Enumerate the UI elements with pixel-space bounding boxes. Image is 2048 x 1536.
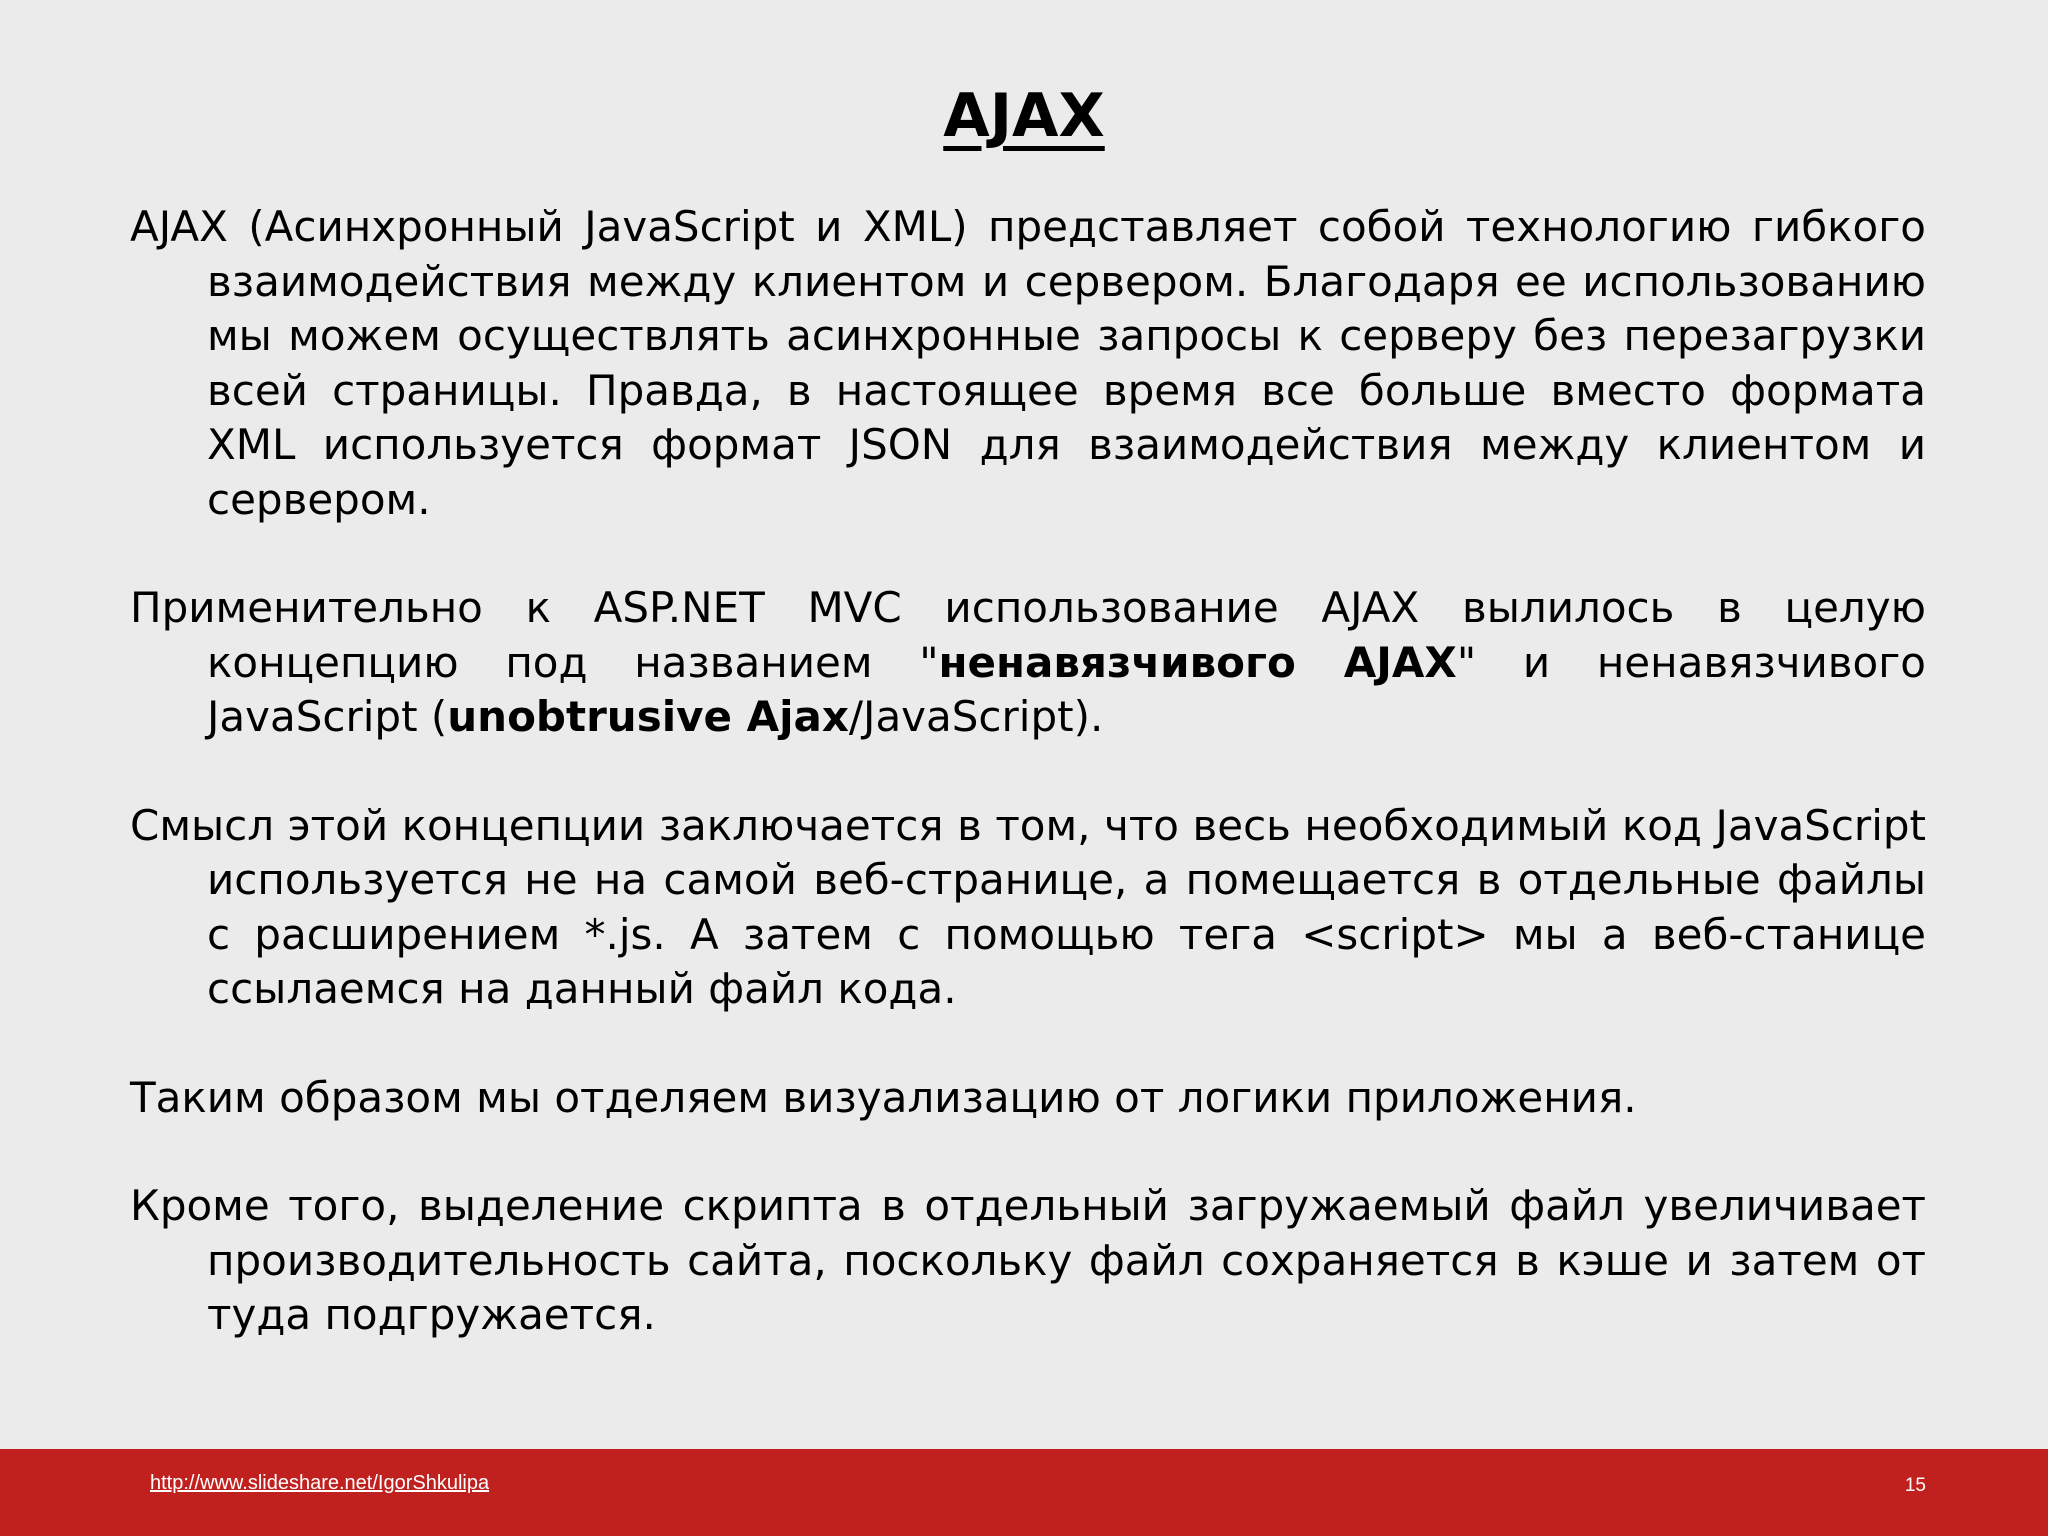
paragraph-text: AJAX (Асинхронный JavaScript и XML) представляет собой технологию гибкого взаимодействия между клиентом и сервером. Благодаря ее использованию мы можем осуществлять асинхронные запросы к серверу без перезагрузки всей страницы. Правда, в настоящее время все больше вместо формата XML используется формат JSON для взаимодействия между клиентом и сервером. [130, 202, 1926, 524]
paragraph-text: Применительно к ASP.NET MVC использование AJAX вылилось в целую концепцию под названием " [130, 583, 1926, 687]
footer-source-link[interactable]: http://www.slideshare.net/IgorShkulipa [150, 1472, 490, 1494]
footer-bar [0, 1449, 2048, 1536]
paragraph-text: Таким образом мы отделяем визуализацию от логики приложения. [130, 1072, 1637, 1122]
paragraph-text: /JavaScript). [848, 692, 1104, 741]
paragraph-text: Смысл этой концепции заключается в том, что весь необходимый код JavaScript используется не на самой веб-странице, а помещается в отдельные файлы с расширением *.js. А затем с помощью тега <script> мы а веб-станице ссылаемся на данный файл кода. [130, 800, 1926, 1013]
paragraph-concept-meaning [130, 799, 1926, 1017]
paragraph-text: " и ненавязчивого JavaScript ( [207, 637, 1926, 741]
paragraph-separation [130, 1071, 1926, 1126]
paragraph-ajax-definition [130, 200, 1926, 527]
page-number: 15 [1904, 1475, 1926, 1496]
bold-term-unobtrusive-ajax-en: unobtrusive Ajax [447, 692, 849, 741]
slide-body [130, 200, 1926, 1397]
bold-term-unobtrusive-ajax-ru: ненавязчивого AJAX [938, 637, 1457, 687]
slide-title: AJAX [943, 81, 1105, 151]
paragraph-performance [130, 1179, 1926, 1343]
paragraph-text: Кроме того, выделение скрипта в отдельный загружаемый файл увеличивает производительность сайта, поскольку файл сохраняется в кэше и затем от туда подгружается. [130, 1181, 1926, 1339]
paragraph-unobtrusive-ajax [130, 581, 1926, 745]
